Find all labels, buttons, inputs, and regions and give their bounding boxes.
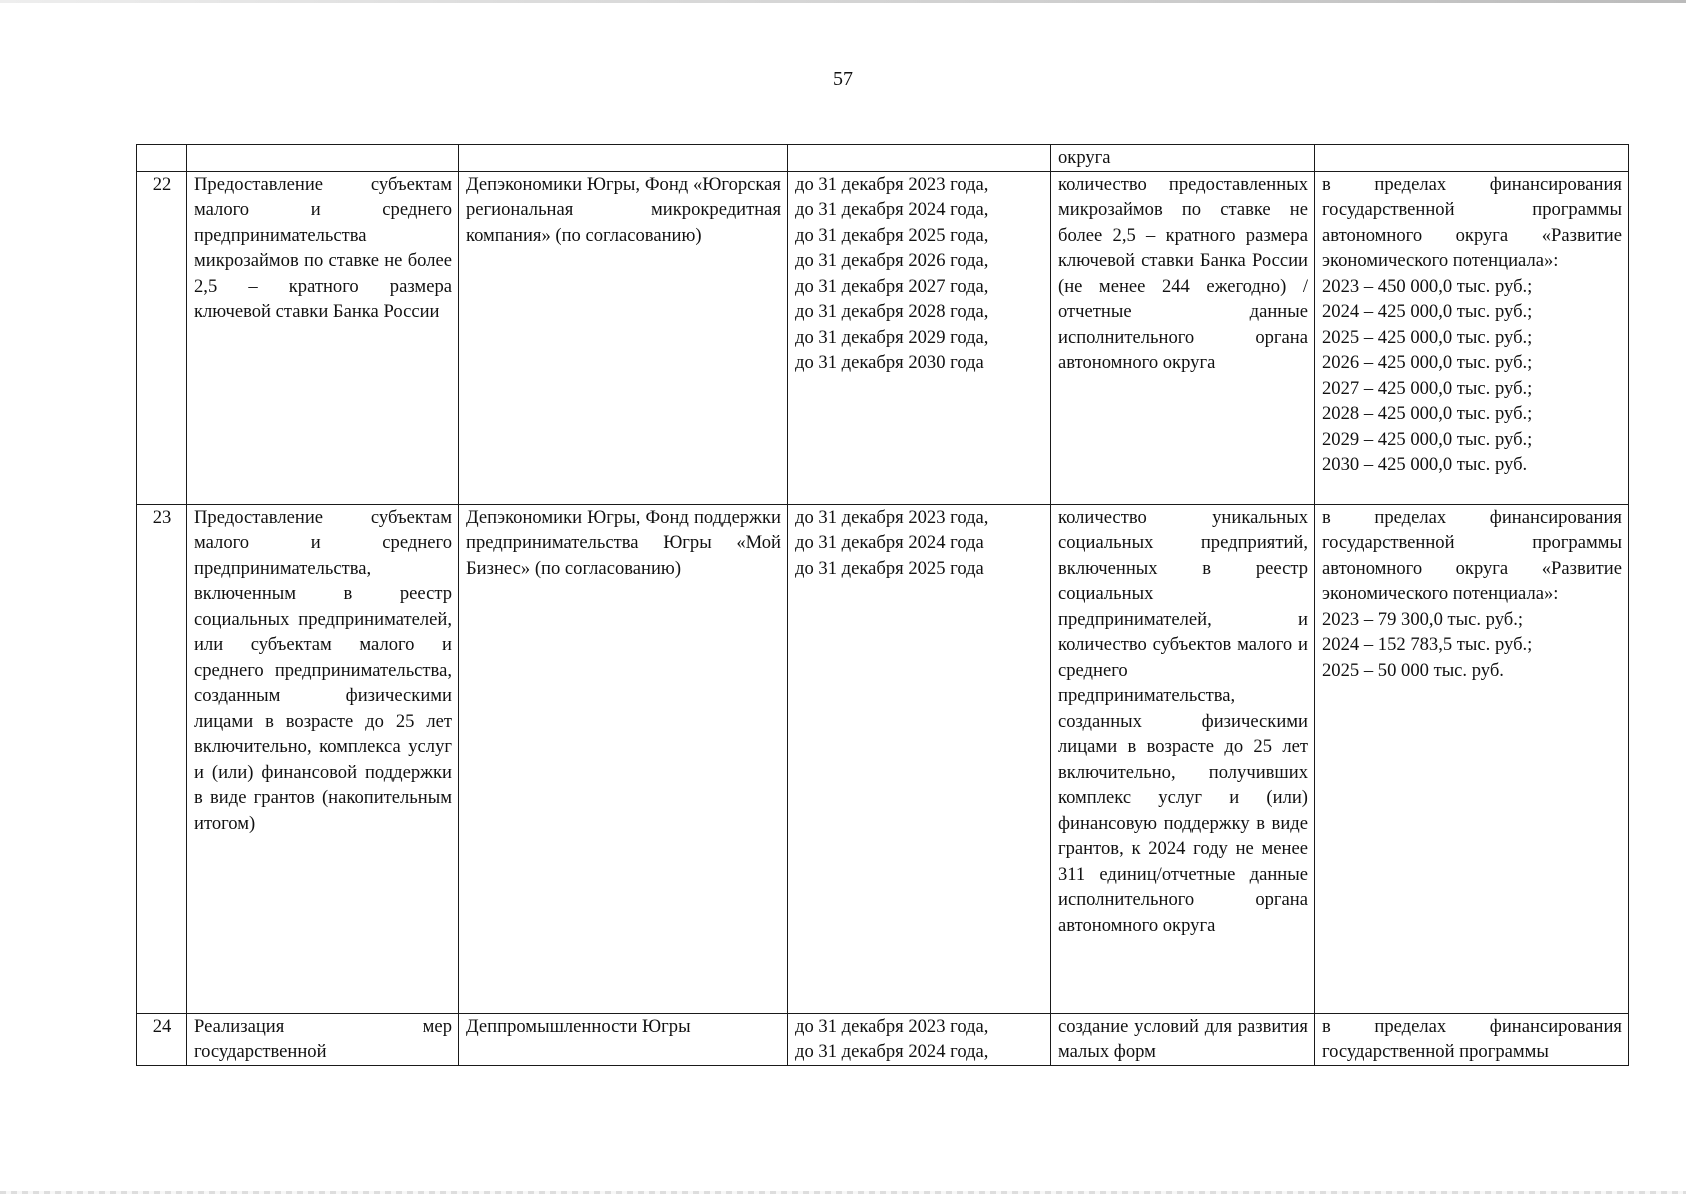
activity-name: Реализация мер государственной — [187, 1013, 459, 1065]
financing-line: 2028 – 425 000,0 тыс. руб.; — [1322, 403, 1533, 424]
financing — [1315, 171, 1629, 504]
table-row — [137, 171, 1629, 504]
financing-line: 2025 – 425 000,0 тыс. руб.; — [1322, 326, 1533, 348]
deadline-line: до 31 декабря 2025 года — [795, 557, 984, 579]
financing-line: 2027 – 425 000,0 тыс. руб.; — [1322, 377, 1533, 399]
financing-line: 2024 – 425 000,0 тыс. руб.; — [1322, 301, 1533, 322]
deadline-line: до 31 декабря 2025 года, — [795, 224, 989, 246]
deadline — [788, 504, 1051, 1013]
responsible-executor: Деппромышленности Югры — [459, 1013, 788, 1065]
financing-line: 2023 – 450 000,0 тыс. руб.; — [1322, 275, 1533, 297]
scan-top-edge — [0, 0, 1686, 3]
row-number: 23 — [137, 504, 187, 1013]
cell-term — [788, 145, 1051, 172]
deadline-line: до 31 декабря 2024 года — [795, 532, 984, 553]
result-indicator: количество уникальных социальных предприятий, включенных в реестр социальных предпринимателей, и количество субъектов малого и среднего предпринимательства, созданных физическими лицами в возрасте до 25 лет включительно, получивших комплекс услуг и (или) финансовую поддержку в виде грантов, к 2024 году не менее 311 единиц/отчетные данные исполнительного органа автономного округа — [1051, 504, 1315, 1013]
table-row — [137, 1013, 1629, 1065]
result-indicator: создание условий для развития малых форм — [1051, 1013, 1315, 1065]
deadline-line: до 31 декабря 2030 года — [795, 352, 984, 373]
financing-line: 2026 – 425 000,0 тыс. руб.; — [1322, 352, 1533, 373]
deadline-line: до 31 декабря 2027 года, — [795, 275, 989, 297]
scan-bottom-edge — [0, 1191, 1686, 1194]
deadline-line: до 31 декабря 2026 года, — [795, 250, 989, 271]
cell-name — [187, 145, 459, 172]
activity-name: Предоставление субъектам малого и среднего предпринимательства микрозаймов по ставке не более 2,5 – кратного размера ключевой ставки Банка России — [187, 171, 459, 504]
cell-result — [1051, 145, 1315, 172]
responsible-executor: Депэкономики Югры, Фонд поддержки предпринимательства Югры «Мой Бизнес» (по согласованию) — [459, 504, 788, 1013]
financing-line: 2024 – 152 783,5 тыс. руб.; — [1322, 634, 1533, 655]
deadline-line: до 31 декабря 2024 года, — [795, 1041, 989, 1062]
table-row — [137, 504, 1629, 1013]
deadline-line: до 31 декабря 2023 года, — [795, 1015, 989, 1037]
page-number: 57 — [833, 68, 853, 90]
table-row-continuation — [137, 145, 1629, 172]
deadline-line: до 31 декабря 2028 года, — [795, 301, 989, 322]
deadline-line: до 31 декабря 2023 года, — [795, 173, 989, 195]
deadline — [788, 171, 1051, 504]
activities-table — [136, 144, 1629, 1066]
financing-line: 2023 – 79 300,0 тыс. руб.; — [1322, 608, 1524, 630]
responsible-executor: Депэкономики Югры, Фонд «Югорская региональная микрокредитная компания» (по согласованию) — [459, 171, 788, 504]
result-indicator: количество предоставленных микрозаймов по ставке не более 2,5 – кратного размера ключевой ставки Банка России (не менее 244 ежегодно) /отчетные данные исполнительного органа автономного округа — [1051, 171, 1315, 504]
row-number: 24 — [137, 1013, 187, 1065]
cell-responsible — [459, 145, 788, 172]
financing-intro: в пределах финансирования государственной программы — [1315, 1013, 1629, 1065]
deadline-line: до 31 декабря 2024 года, — [795, 199, 989, 220]
financing — [1315, 504, 1629, 1013]
cell-financing — [1315, 145, 1629, 172]
financing-line: 2029 – 425 000,0 тыс. руб.; — [1322, 428, 1533, 450]
financing-line: 2030 – 425 000,0 тыс. руб. — [1322, 454, 1528, 475]
cell-num — [137, 145, 187, 172]
deadline — [788, 1013, 1051, 1065]
financing-intro: в пределах финансирования государственной программы автономного округа «Развитие экономического потенциала»: — [1322, 173, 1622, 271]
financing-intro: в пределах финансирования государственной программы автономного округа «Развитие экономического потенциала»: — [1322, 506, 1622, 604]
financing-line: 2025 – 50 000 тыс. руб. — [1322, 659, 1504, 681]
row-number: 22 — [137, 171, 187, 504]
deadline-line: до 31 декабря 2023 года, — [795, 506, 989, 528]
deadline-line: до 31 декабря 2029 года, — [795, 326, 989, 348]
activity-name: Предоставление субъектам малого и среднего предпринимательства, включенным в реестр социальных предпринимателей, или субъектам малого и среднего предпринимательства, созданным физическими лицами в возрасте до 25 лет включительно, комплекса услуг и (или) финансовой поддержки в виде грантов (накопительным итогом) — [187, 504, 459, 1013]
result-text: округа — [1058, 147, 1111, 168]
